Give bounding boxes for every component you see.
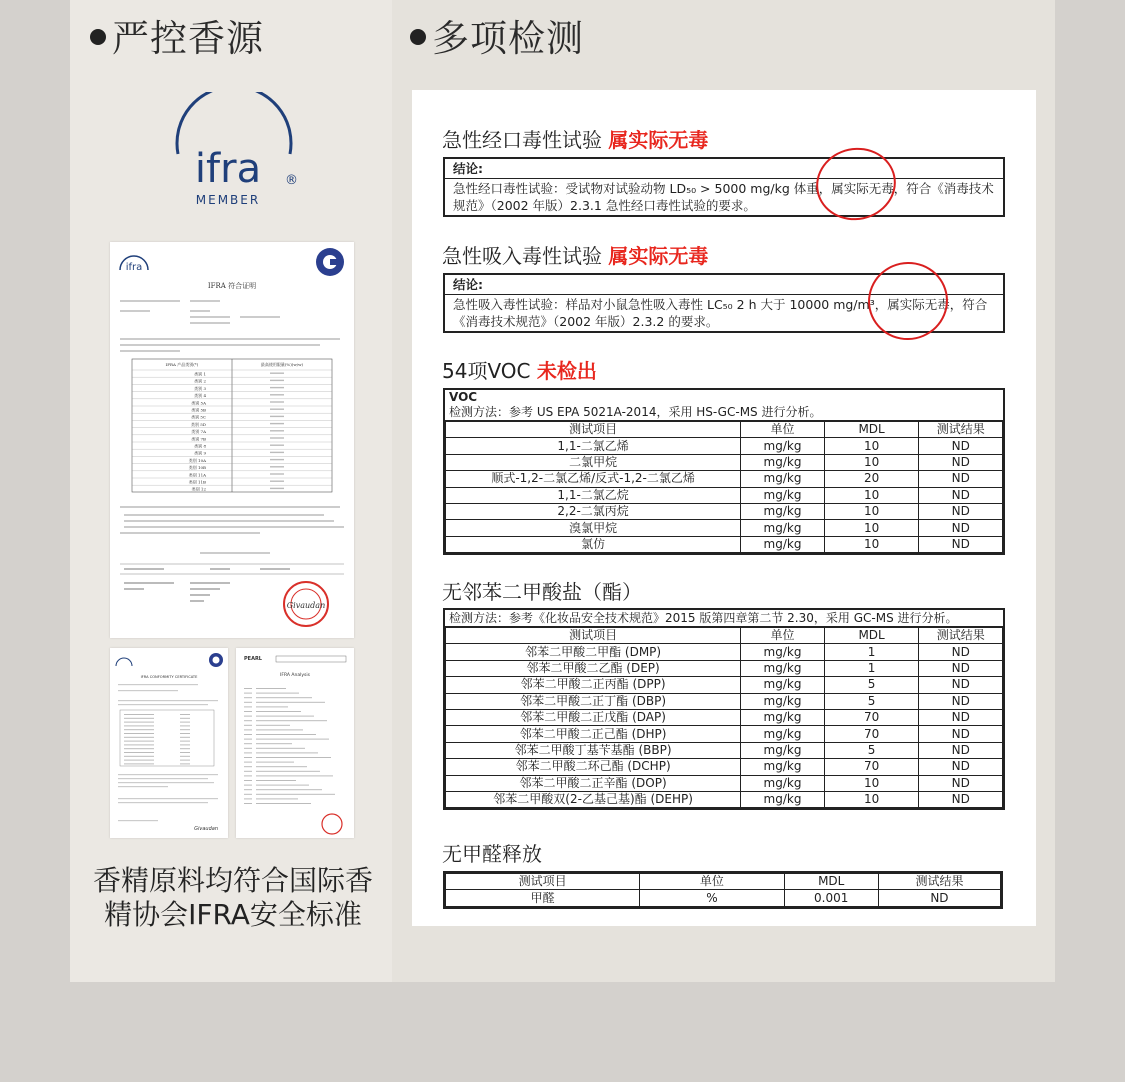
small-cert-2-row-text: [256, 697, 312, 698]
small-cert-1-title: IFRA CONFORMITY CERTIFICATE: [140, 675, 198, 679]
small-cert-2-row: [244, 716, 252, 717]
small-cert-2-row: [244, 693, 252, 694]
table-cell: 2,2-二氯丙烷: [446, 503, 741, 519]
cert-row-label: 类别 10B: [188, 465, 206, 471]
table-cell: ND: [919, 503, 1003, 519]
small-cert-row: [124, 722, 154, 723]
table-cell: mg/kg: [741, 471, 825, 487]
small-cert-2-row-text: [256, 729, 303, 730]
small-cert-row: [124, 744, 154, 745]
voc-label: VOC: [449, 390, 478, 404]
small-cert-2-row: [244, 734, 252, 735]
voc-method: 检测方法：参考 US EPA 5021A-2014，采用 HS-GC-MS 进行分析。: [445, 404, 1003, 421]
small-cert-2-row: [244, 706, 252, 707]
table-cell: mg/kg: [741, 775, 825, 791]
table-header-cell: MDL: [824, 628, 919, 644]
table-header-row: [446, 628, 1003, 644]
small-cert-2-row: [244, 725, 252, 726]
inhal-badge: 属实际无毒: [608, 244, 709, 268]
table-cell: mg/kg: [741, 791, 825, 807]
oral-conclusion-text: 急性经口毒性试验：受试物对试验动物 LD₅₀ > 5000 mg/kg 体重，属实际无毒，符合《消毒技术规范》（2002 年版）2.3.1 急性经口毒性试验的要求。: [453, 181, 994, 213]
small-cert-2-row: [244, 752, 252, 753]
inhal-conclusion-text: 急性吸入毒性试验：样品对小鼠急性吸入毒性 LC₅₀ 2 h 大于 10000 mg/m³，属实际无毒，符合《消毒技术规范》（2002 年版）2.3.2 的要求。: [453, 297, 988, 329]
small-cert-row: [124, 725, 154, 726]
table-cell: 邻苯二甲酸二环己酯 (DCHP): [446, 759, 741, 775]
table-cell: 10: [824, 536, 919, 552]
small-cert-2-row: [244, 766, 252, 767]
table-cell: ND: [919, 438, 1003, 454]
table-cell: mg/kg: [741, 454, 825, 470]
small-cert-row-value: [180, 760, 190, 761]
oral-conclusion-box: [443, 157, 1005, 217]
table-header-cell: 测试项目: [446, 422, 741, 438]
table-cell: 10: [824, 520, 919, 536]
cert-row-label: 类别 8: [194, 443, 206, 449]
ifra-caption: [88, 864, 378, 932]
cert-row-value-placeholder: [270, 401, 284, 402]
oral-badge: 属实际无毒: [608, 128, 709, 152]
table-cell: 10: [824, 454, 919, 470]
cert-title: IFRA 符合证明: [207, 282, 257, 290]
cert-row-label: 类别 5C: [191, 414, 206, 420]
formaldehyde-results-table: [445, 873, 1001, 907]
table-cell: ND: [919, 677, 1003, 693]
small-cert-row-value: [180, 744, 190, 745]
ifra-conformity-certificate-image: [110, 648, 228, 838]
table-cell: mg/kg: [741, 726, 825, 742]
table-header-cell: 单位: [640, 874, 784, 890]
cert-row-label: 类别 7B: [191, 436, 206, 442]
table-cell: ND: [919, 660, 1003, 676]
table-row: [446, 742, 1003, 758]
table-cell: 邻苯二甲酸二乙酯 (DEP): [446, 660, 741, 676]
table-cell: %: [640, 890, 784, 906]
table-cell: 顺式-1,2-二氯乙烯/反式-1,2-二氯乙烯: [446, 471, 741, 487]
small-cert-row: [124, 718, 154, 719]
caption-line-1: 香精原料均符合国际香: [92, 864, 373, 897]
table-cell: mg/kg: [741, 742, 825, 758]
small-cert-2-row: [244, 798, 252, 799]
table-cell: ND: [919, 487, 1003, 503]
table-cell: 70: [824, 726, 919, 742]
small-cert-2-row-text: [256, 798, 298, 799]
registered-mark: ®: [285, 173, 298, 188]
voc-table: [443, 388, 1005, 555]
cert-row-value-placeholder: [270, 373, 284, 374]
table-cell: ND: [919, 454, 1003, 470]
small-cert-1-drawing: [110, 648, 228, 838]
left-title-text: 严控香源: [112, 17, 264, 60]
table-cell: 5: [824, 693, 919, 709]
cert-row-value-placeholder: [270, 452, 284, 453]
small-cert-row-value: [180, 729, 190, 730]
cert-row-label: 类别 4: [194, 393, 206, 399]
cert-ifra-logo-text: ifra: [125, 262, 143, 273]
table-cell: 溴氯甲烷: [446, 520, 741, 536]
table-row: [446, 536, 1003, 552]
cert-row-label: 类别 5D: [190, 421, 206, 427]
table-cell: ND: [919, 536, 1003, 552]
cert-row-label: 类别 5A: [191, 400, 206, 406]
table-cell: 5: [824, 742, 919, 758]
table-cell: 10: [824, 775, 919, 791]
table-cell: ND: [919, 644, 1003, 660]
table-header-row: [446, 874, 1001, 890]
cert-row-label: 类别 5B: [191, 407, 206, 413]
small-cert-2-row-text: [256, 702, 325, 703]
cert-row-label: 类别 1: [194, 371, 206, 377]
small-cert-row: [124, 741, 154, 742]
cert-row-value-placeholder: [270, 380, 284, 381]
table-row: [446, 775, 1003, 791]
right-title-text: 多项检测: [432, 17, 584, 60]
table-header-cell: 测试结果: [878, 874, 1000, 890]
small-cert-2-row-text: [256, 766, 307, 767]
table-header-cell: 单位: [741, 422, 825, 438]
small-cert-row: [124, 756, 154, 757]
left-section-title: [90, 8, 264, 62]
small-cert-row: [124, 729, 154, 730]
cert-col-product: IFRA 产品类别(*): [165, 362, 199, 367]
bullet-dot-icon: [410, 29, 426, 45]
table-cell: 10: [824, 503, 919, 519]
table-cell: 70: [824, 759, 919, 775]
table-cell: 邻苯二甲酸二正丙酯 (DPP): [446, 677, 741, 693]
table-header-cell: MDL: [824, 422, 919, 438]
phthalate-method: 检测方法：参考《化妆品安全技术规范》2015 版第四章第二节 2.30，采用 GC-MS 进行分析。: [445, 610, 1003, 627]
table-cell: mg/kg: [741, 660, 825, 676]
table-cell: 邻苯二甲酸二正己酯 (DHP): [446, 726, 741, 742]
small-cert-row-value: [180, 741, 190, 742]
cert-row-label: 类别 12: [191, 486, 206, 492]
table-row: [446, 454, 1003, 470]
small-cert-row: [124, 714, 154, 715]
cert-row-label: 类别 11A: [188, 472, 206, 478]
voc-badge: 未检出: [536, 359, 597, 383]
table-cell: mg/kg: [741, 536, 825, 552]
ifra-certificate-image: [110, 242, 354, 638]
table-row: [446, 709, 1003, 725]
small-cert-1-brand: Givaudan: [194, 826, 218, 832]
small-cert-2-row: [244, 794, 252, 795]
small-cert-2-row-text: [256, 785, 309, 786]
certificate-drawing: [110, 242, 354, 638]
small-cert-2-row-text: [256, 771, 320, 772]
table-cell: mg/kg: [741, 520, 825, 536]
table-cell: 0.001: [784, 890, 878, 906]
phthalate-results-table: [445, 627, 1003, 808]
table-cell: mg/kg: [741, 644, 825, 660]
test-report: [412, 90, 1036, 926]
table-header-cell: MDL: [784, 874, 878, 890]
small-cert-row: [124, 737, 154, 738]
cert-row-value-placeholder: [270, 466, 284, 467]
small-cert-row: [124, 763, 154, 764]
right-section-title: [410, 8, 584, 62]
small-cert-2-row: [244, 702, 252, 703]
table-row: [446, 520, 1003, 536]
table-cell: ND: [919, 693, 1003, 709]
oral-conclusion-label: 结论:: [445, 159, 1003, 179]
table-cell: 1,1-二氯乙烯: [446, 438, 741, 454]
caption-line-2: 精协会IFRA安全标准: [104, 898, 362, 931]
table-cell: mg/kg: [741, 759, 825, 775]
small-cert-row: [124, 752, 154, 753]
ifra-analysis-image: [236, 648, 354, 838]
small-cert-2-row-text: [256, 789, 322, 790]
voc-results-table: [445, 421, 1003, 553]
red-circle-mark-icon: [861, 255, 955, 348]
small-cert-row: [124, 733, 154, 734]
bullet-dot-icon: [90, 29, 106, 45]
table-row: [446, 503, 1003, 519]
table-header-cell: 单位: [741, 628, 825, 644]
small-cert-2-title: IFRA Analysis: [280, 673, 310, 678]
table-cell: 邻苯二甲酸丁基苄基酯 (BBP): [446, 742, 741, 758]
small-cert-2-row: [244, 789, 252, 790]
small-cert-2-row: [244, 775, 252, 776]
table-cell: ND: [878, 890, 1000, 906]
table-cell: 10: [824, 438, 919, 454]
small-cert-2-row-text: [256, 752, 318, 753]
inhal-conclusion-label: 结论:: [445, 275, 1003, 295]
table-row: [446, 438, 1003, 454]
cert-row-value-placeholder: [270, 416, 284, 417]
table-row: [446, 759, 1003, 775]
table-row: [446, 693, 1003, 709]
cert-row-value-placeholder: [270, 387, 284, 388]
cert-row-value-placeholder: [270, 481, 284, 482]
small-cert-2-brand: PEARL: [244, 656, 262, 662]
cert-stamp-text: Givaudan: [286, 601, 326, 610]
table-cell: mg/kg: [741, 709, 825, 725]
table-row: [446, 487, 1003, 503]
table-cell: mg/kg: [741, 438, 825, 454]
cert-row-label: 类别 9: [194, 450, 206, 456]
small-cert-2-row-text: [256, 706, 288, 707]
small-cert-2-row: [244, 762, 252, 763]
small-cert-2-row: [244, 743, 252, 744]
small-cert-2-row: [244, 697, 252, 698]
cert-row-label: 类别 3: [194, 385, 206, 391]
table-cell: 邻苯二甲酸二正戊酯 (DAP): [446, 709, 741, 725]
small-cert-2-row-text: [256, 757, 331, 758]
small-cert-2-row-text: [256, 748, 305, 749]
table-cell: ND: [919, 742, 1003, 758]
small-cert-row-value: [180, 763, 190, 764]
table-cell: mg/kg: [741, 487, 825, 503]
table-cell: ND: [919, 726, 1003, 742]
small-cert-2-row: [244, 803, 252, 804]
small-cert-2-row-text: [256, 739, 329, 740]
cert-row-value-placeholder: [270, 437, 284, 438]
small-cert-row-value: [180, 737, 190, 738]
table-cell: ND: [919, 775, 1003, 791]
cert-row-label: 类别 7A: [191, 429, 206, 435]
table-row: [446, 791, 1003, 807]
table-cell: 1: [824, 644, 919, 660]
phthalate-heading: [442, 576, 642, 605]
formaldehyde-heading: [442, 838, 542, 867]
table-row: [446, 660, 1003, 676]
cert-row-value-placeholder: [270, 430, 284, 431]
phthalate-table: [443, 608, 1005, 810]
small-cert-row-value: [180, 725, 190, 726]
ifra-wordmark: ifra: [194, 146, 262, 192]
cert-col-limit: 最高使用限量(%)(w/w): [260, 362, 304, 367]
table-header-row: [446, 422, 1003, 438]
table-header-cell: 测试结果: [919, 422, 1003, 438]
cert-row-value-placeholder: [270, 409, 284, 410]
table-row: [446, 726, 1003, 742]
table-cell: 1,1-二氯乙烷: [446, 487, 741, 503]
small-cert-2-row: [244, 757, 252, 758]
small-cert-row-value: [180, 718, 190, 719]
table-header-cell: 测试项目: [446, 628, 741, 644]
small-cert-2-row-text: [256, 803, 311, 804]
table-cell: ND: [919, 471, 1003, 487]
cert-row-label: 类别 10A: [188, 457, 206, 463]
table-cell: 邻苯二甲酸二正丁酯 (DBP): [446, 693, 741, 709]
small-cert-2-row-text: [256, 794, 335, 795]
table-cell: 70: [824, 709, 919, 725]
table-cell: 20: [824, 471, 919, 487]
table-row: [446, 890, 1001, 906]
small-cert-2-row: [244, 739, 252, 740]
small-cert-row-value: [180, 748, 190, 749]
table-cell: ND: [919, 759, 1003, 775]
table-header-cell: 测试结果: [919, 628, 1003, 644]
small-cert-row-value: [180, 752, 190, 753]
cert-row-label: 类别 2: [194, 378, 206, 384]
small-cert-2-row-text: [256, 743, 292, 744]
table-cell: 甲醛: [446, 890, 640, 906]
table-cell: mg/kg: [741, 503, 825, 519]
small-cert-2-row-text: [256, 780, 296, 781]
small-cert-2-row: [244, 729, 252, 730]
phthalate-heading-text: 无邻苯二甲酸盐（酯）: [442, 580, 642, 604]
table-cell: 10: [824, 487, 919, 503]
table-header-cell: 测试项目: [446, 874, 640, 890]
table-row: [446, 644, 1003, 660]
small-cert-2-row: [244, 688, 252, 689]
table-cell: mg/kg: [741, 693, 825, 709]
small-cert-2-row: [244, 711, 252, 712]
small-cert-2-row-text: [256, 762, 294, 763]
table-cell: 邻苯二甲酸二正辛酯 (DOP): [446, 775, 741, 791]
ifra-member-text: MEMBER: [195, 193, 261, 207]
small-cert-2-row: [244, 780, 252, 781]
cert-row-value-placeholder: [270, 473, 284, 474]
table-cell: 10: [824, 791, 919, 807]
cert-row-value-placeholder: [270, 423, 284, 424]
table-cell: 5: [824, 677, 919, 693]
table-cell: 邻苯二甲酸双(2-乙基己基)酯 (DEHP): [446, 791, 741, 807]
oral-toxicity-heading: [442, 124, 708, 153]
cert-row-value-placeholder: [270, 459, 284, 460]
ifra-member-logo-icon: [170, 92, 300, 212]
table-cell: mg/kg: [741, 677, 825, 693]
inhal-heading-text: 急性吸入毒性试验: [442, 244, 602, 268]
cert-row-value-placeholder: [270, 445, 284, 446]
small-cert-2-row-text: [256, 711, 301, 712]
cert-row-value-placeholder: [270, 488, 284, 489]
small-cert-2-row: [244, 771, 252, 772]
table-cell: ND: [919, 791, 1003, 807]
small-cert-row-value: [180, 714, 190, 715]
inhalation-toxicity-heading: [442, 240, 708, 269]
small-cert-2-row-text: [256, 716, 314, 717]
small-cert-2-drawing: [236, 648, 354, 838]
small-cert-2-row-text: [256, 725, 290, 726]
small-cert-2-row-text: [256, 720, 327, 721]
cert-row-value-placeholder: [270, 394, 284, 395]
small-cert-row: [124, 748, 154, 749]
small-cert-row-value: [180, 733, 190, 734]
small-cert-2-row-text: [256, 775, 333, 776]
table-cell: 氯仿: [446, 536, 741, 552]
table-cell: ND: [919, 709, 1003, 725]
oral-heading-text: 急性经口毒性试验: [442, 128, 602, 152]
table-cell: ND: [919, 520, 1003, 536]
small-cert-2-row-text: [256, 693, 299, 694]
formaldehyde-heading-text: 无甲醛释放: [442, 842, 542, 866]
voc-heading: [442, 355, 597, 384]
table-cell: 二氯甲烷: [446, 454, 741, 470]
small-cert-2-row: [244, 748, 252, 749]
table-row: [446, 471, 1003, 487]
voc-heading-text: 54项VOC: [442, 359, 531, 383]
small-cert-row: [124, 760, 154, 761]
small-cert-2-row: [244, 720, 252, 721]
small-cert-2-row-text: [256, 734, 316, 735]
table-cell: 邻苯二甲酸二甲酯 (DMP): [446, 644, 741, 660]
small-cert-2-row-text: [256, 688, 286, 689]
formaldehyde-table: [443, 871, 1003, 909]
table-row: [446, 677, 1003, 693]
small-cert-row-value: [180, 722, 190, 723]
cert-row-label: 类别 11B: [188, 479, 206, 485]
small-cert-2-row: [244, 785, 252, 786]
table-cell: 1: [824, 660, 919, 676]
small-cert-row-value: [180, 756, 190, 757]
